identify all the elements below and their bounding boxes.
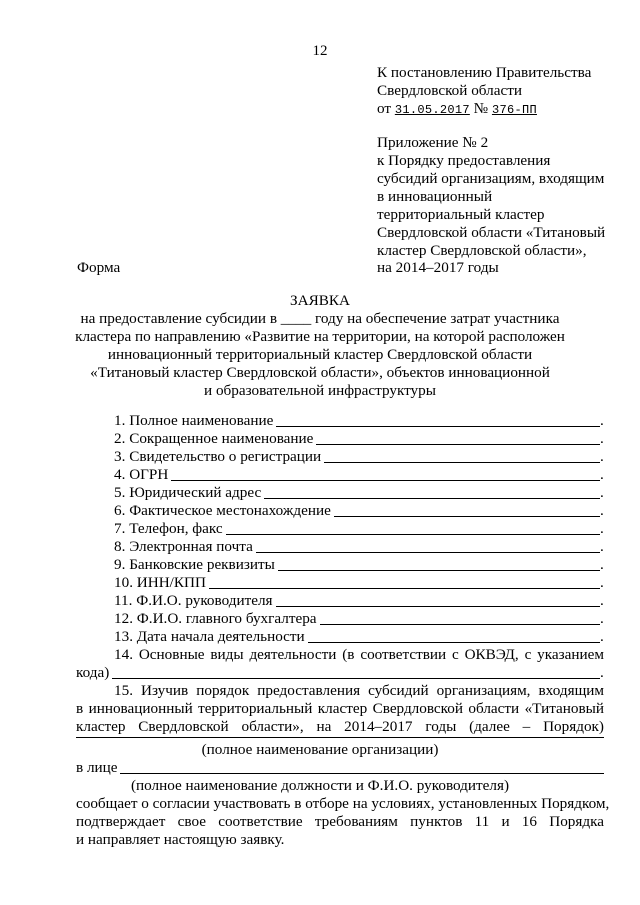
- appendix-line: на 2014–2017 годы: [377, 259, 499, 276]
- fill-line[interactable]: [320, 623, 600, 625]
- form-field-start-date: 13. Дата начала деятельности .: [114, 628, 604, 645]
- fill-line[interactable]: [276, 605, 600, 607]
- form-label: Форма: [77, 259, 121, 276]
- field-label: 2. Сокращенное наименование: [114, 430, 314, 447]
- fill-line[interactable]: [276, 425, 600, 427]
- heading-line: кластера по направлению «Развитие на территории, на которой расположен: [75, 328, 565, 345]
- closing-line: и направляет настоящую заявку.: [76, 831, 285, 848]
- decree-date: 31.05.2017: [394, 103, 470, 117]
- form-field-inn-kpp: 10. ИНН/КПП .: [114, 574, 604, 591]
- appendix-line: территориальный кластер: [377, 206, 545, 223]
- fill-line[interactable]: [209, 587, 600, 589]
- fill-line[interactable]: [278, 569, 600, 571]
- field-label: 3. Свидетельство о регистрации: [114, 448, 322, 465]
- fill-line[interactable]: [226, 533, 600, 535]
- field-label: 6. Фактическое местонахождение: [114, 502, 331, 519]
- appendix-line: кластер Свердловской области»,: [377, 242, 587, 259]
- decree-number-sign: №: [473, 100, 489, 117]
- page-number: 12: [312, 43, 328, 59]
- appendix-line: Приложение № 2: [377, 134, 489, 151]
- field-label: 8. Электронная почта: [114, 538, 253, 555]
- field-15-line: в инновационный территориальный кластер Свердловской области «Титановый: [76, 700, 604, 717]
- form-field-ogrn: 4. ОГРН .: [114, 466, 604, 483]
- director-position-line[interactable]: [120, 773, 604, 774]
- closing-line: подтверждает свое соответствие требованиям пунктов 11 и 16 Порядка: [76, 813, 604, 830]
- field-label: 12. Ф.И.О. главного бухгалтера: [114, 610, 317, 627]
- fill-line[interactable]: [264, 497, 600, 499]
- appendix-line: субсидий организациям, входящим: [377, 170, 605, 187]
- field-label: 9. Банковские реквизиты: [114, 556, 275, 573]
- field-15-line: кластер Свердловской области», на 2014–2017 годы (далее – Порядок): [76, 718, 604, 735]
- appendix-line: в инновационный: [377, 188, 493, 205]
- director-position-caption: (полное наименование должности и Ф.И.О. руководителя): [130, 777, 510, 794]
- form-field-full-name: 1. Полное наименование .: [114, 412, 604, 429]
- fill-line[interactable]: [112, 677, 600, 679]
- form-field-registration-certificate: 3. Свидетельство о регистрации .: [114, 448, 604, 465]
- form-field-legal-address: 5. Юридический адрес .: [114, 484, 604, 501]
- field-label: 13. Дата начала деятельности: [114, 628, 305, 645]
- appendix-line: Свердловской области «Титановый: [377, 224, 606, 241]
- closing-line: сообщает о согласии участвовать в отборе на условиях, установленных Порядком,: [76, 795, 610, 812]
- form-field-email: 8. Электронная почта .: [114, 538, 604, 555]
- form-field-phone-fax: 7. Телефон, факс .: [114, 520, 604, 537]
- decree-line-1: К постановлению Правительства: [377, 64, 592, 81]
- organization-name-line[interactable]: [76, 737, 604, 738]
- decree-line-2: Свердловской области: [377, 82, 522, 99]
- form-field-actual-location: 6. Фактическое местонахождение .: [114, 502, 604, 519]
- form-field-bank-details: 9. Банковские реквизиты .: [114, 556, 604, 573]
- fill-line[interactable]: [334, 515, 600, 517]
- decree-date-number: [377, 100, 537, 119]
- heading-line: инновационный территориальный кластер Свердловской области: [107, 346, 533, 363]
- field-14-line: 14. Основные виды деятельности (в соответствии с ОКВЭД, с указанием: [114, 646, 604, 663]
- fill-line[interactable]: [316, 443, 600, 445]
- fill-line[interactable]: [324, 461, 600, 463]
- decree-from-label: от: [377, 100, 392, 117]
- field-label: 5. Юридический адрес: [114, 484, 262, 501]
- field-label: 7. Телефон, факс: [114, 520, 223, 537]
- field-label: 4. ОГРН: [114, 466, 169, 483]
- heading-line: и образовательной инфраструктуры: [204, 382, 436, 399]
- field-15-line: 15. Изучив порядок предоставления субсидий организациям, входящим: [114, 682, 604, 699]
- fill-line[interactable]: [171, 479, 600, 481]
- form-field-okved: кода) .: [76, 664, 604, 681]
- form-field-chief-accountant: 12. Ф.И.О. главного бухгалтера .: [114, 610, 604, 627]
- organization-name-caption: (полное наименование организации): [201, 741, 439, 758]
- in-person-label: в лице: [76, 759, 118, 776]
- field-label: 11. Ф.И.О. руководителя: [114, 592, 273, 609]
- decree-number: 376-ПП: [491, 103, 537, 117]
- field-label: 10. ИНН/КПП: [114, 574, 206, 591]
- form-field-director-name: 11. Ф.И.О. руководителя .: [114, 592, 604, 609]
- fill-line[interactable]: [308, 641, 600, 643]
- field-label: кода): [76, 664, 110, 681]
- field-label: 1. Полное наименование: [114, 412, 274, 429]
- heading-line: на предоставление субсидии в ____ году на обеспечение затрат участника: [80, 310, 560, 327]
- appendix-line: к Порядку предоставления: [377, 152, 551, 169]
- form-field-short-name: 2. Сокращенное наименование .: [114, 430, 604, 447]
- application-title: ЗАЯВКА: [290, 292, 350, 309]
- heading-line: «Титановый кластер Свердловской области», объектов инновационной: [90, 364, 550, 381]
- fill-line[interactable]: [256, 551, 600, 553]
